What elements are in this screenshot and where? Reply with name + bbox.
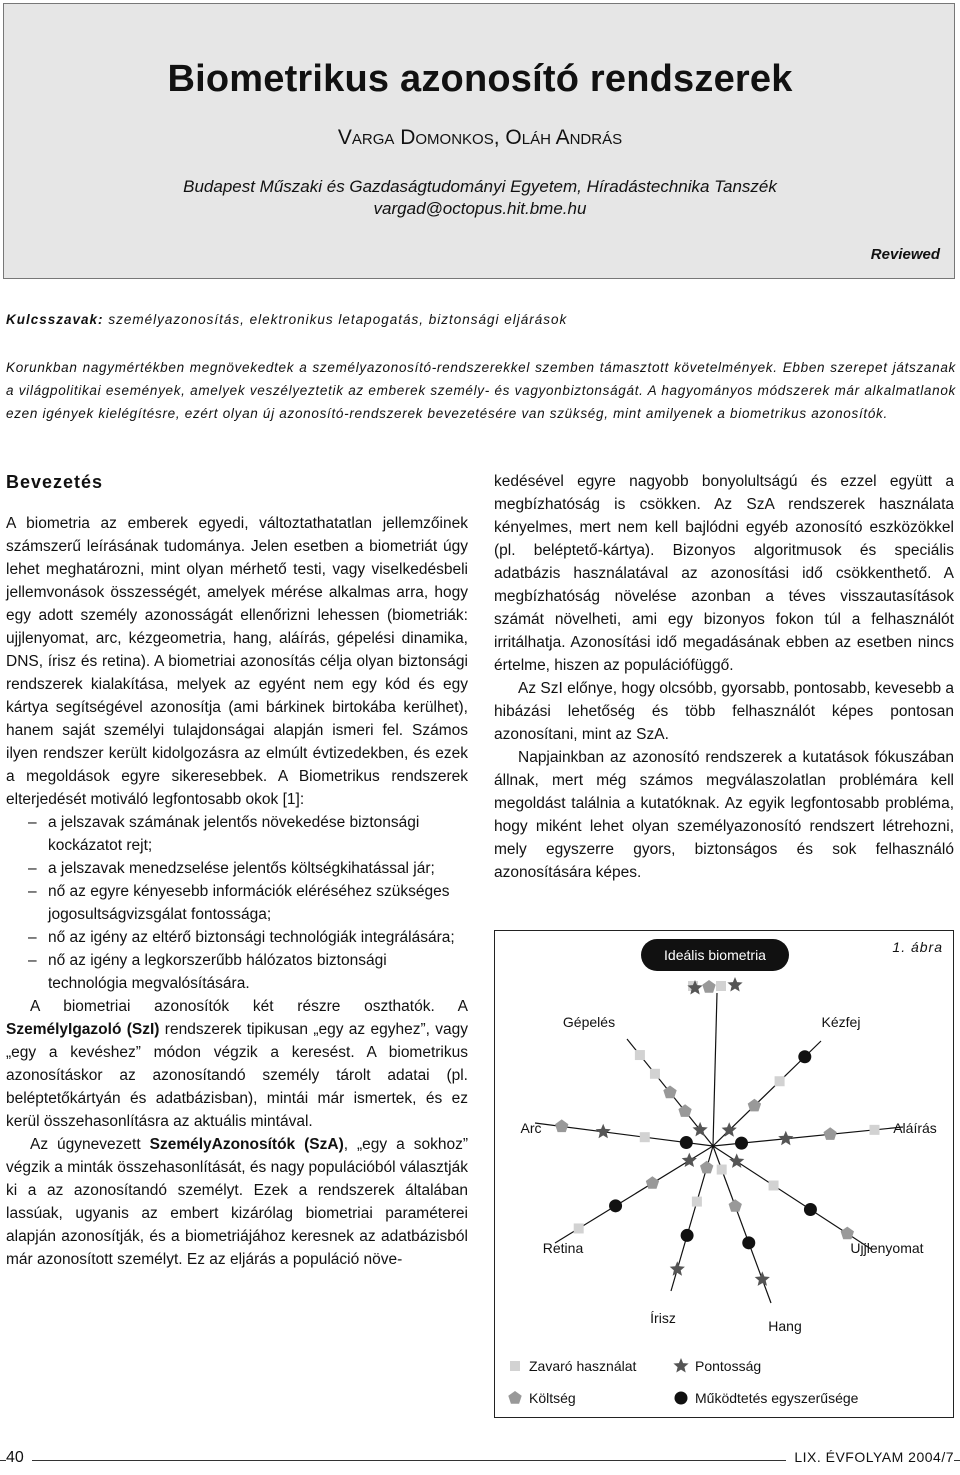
list-item-text: nő az egyre kényesebb információk eléréséhez szükséges jogosultságvizsgálat fontossága; bbox=[48, 883, 450, 923]
paragraph: Napjainkban az azonosító rendszerek a kutatások fókuszában állnak, mert még számos megválaszolatlan problémára kell megoldást találnia a kutatóknak. Az egyik legfontosabb probléma, hogy miként lehet olyan személyazonosító rendszert létrehozni, mely egyszerre gyors, biztonságos és sok felhasználó azonosítására képes. bbox=[494, 749, 954, 881]
term-sza: SzemélyAzonosítók (SzA) bbox=[149, 1136, 344, 1153]
dash: – bbox=[28, 814, 37, 831]
marker-square bbox=[692, 1197, 702, 1207]
marker-pentagon bbox=[729, 1199, 742, 1212]
list-item-text: nő az igény az eltérő biztonsági technológiák integrálására; bbox=[48, 929, 455, 946]
legend-label: Pontosság bbox=[695, 1358, 762, 1374]
marker-square bbox=[640, 1132, 650, 1142]
dash: – bbox=[28, 929, 37, 946]
text-run: , „egy a sokhoz” végzik a minták összehasonlítását, és nagy populációból választják ki a az azonosítandó személyt. Ezek a rendszerek általában lassúak, ugyanis az embert kizárólag biometriai paraméterei alapján azonosítják, és a biometriájához keresnek az adatbázisból már azonosított személyt. Ez az eljárás a populáció növe- bbox=[6, 1136, 468, 1268]
axis-label: Aláírás bbox=[893, 1120, 937, 1136]
radar-diagram bbox=[495, 931, 953, 1417]
keywords-label: Kulcsszavak: bbox=[6, 312, 104, 327]
list-item bbox=[6, 949, 468, 995]
ideal-badge-label: Ideális biometria bbox=[664, 947, 766, 963]
figure-label: 1. ábra bbox=[892, 939, 943, 955]
marker-star bbox=[729, 1153, 744, 1168]
marker-circle bbox=[742, 1236, 755, 1249]
abstract: Korunkban nagymértékben megnövekedtek a személyazonosító-rendszerekkel szemben támasztott követelmények. Ebben szerepet játszanak a világpolitikai események, amelyek veszélyeztetik az emberek személy- és vagyonbiztonságát. A hagyományos módszerek már alkalmatlanok ezen igények kielégítésre, ezért olyan új azonosító-rendszerek bevezetésére van szükség, mint amilyenek a biometrikus azonosítók. bbox=[6, 360, 956, 421]
marker-square bbox=[574, 1223, 584, 1233]
marker-star bbox=[778, 1131, 793, 1146]
section-title: Bevezetés bbox=[6, 472, 104, 492]
marker-square bbox=[650, 1069, 660, 1079]
marker-star bbox=[670, 1261, 685, 1275]
marker-circle bbox=[680, 1136, 693, 1149]
list-item-text: nő az igény a legkorszerűbb hálózatos biztonsági technológia megvalósítására. bbox=[48, 952, 387, 992]
marker-pentagon bbox=[824, 1127, 837, 1140]
email: vargad@octopus.hit.bme.hu bbox=[373, 199, 587, 218]
axis-label: Ujjlenyomat bbox=[850, 1240, 924, 1256]
marker-square bbox=[769, 1180, 779, 1190]
marker-star bbox=[755, 1271, 770, 1286]
paragraph bbox=[6, 995, 468, 1133]
legend-label: Költség bbox=[529, 1390, 576, 1406]
dash: – bbox=[28, 883, 37, 900]
axis-label: Írisz bbox=[650, 1310, 676, 1326]
reviewed-label: Reviewed bbox=[870, 246, 940, 263]
legend-marker-star bbox=[673, 1358, 688, 1373]
list-item bbox=[6, 926, 468, 949]
right-column bbox=[494, 470, 954, 884]
marker-star bbox=[596, 1124, 611, 1139]
marker-circle bbox=[609, 1199, 622, 1212]
paragraph: Az SzI előnye, hogy olcsóbb, gyorsabb, pontosabb, kevesebb a hibázási lehetőség és több felhasználót képes pontosan azonosítani, mint az SzA. bbox=[494, 680, 955, 743]
radar-spoke bbox=[713, 993, 717, 1146]
marker-circle bbox=[804, 1203, 817, 1216]
ideal-marker-pentagon bbox=[702, 980, 715, 993]
journal-info: LIX. ÉVFOLYAM 2004/7 bbox=[786, 1449, 954, 1465]
authors: Varga Domonkos, Oláh András bbox=[337, 126, 623, 149]
dash: – bbox=[28, 860, 37, 877]
paragraph: kedésével egyre nagyobb bonyolultságú és ezzel együtt a megbízhatóság is csökken. Az SzA rendszerek használata kényelmes, mert nem kell bajlódni egyéb azonosító eszközökkel (pl. beléptető-kártya). Bizonyos algoritmusok és speciális adatbázis használatával az azonosítási idő csökkenthető. A megbízhatóság növelése azonban a téves visszautasítások számát növelheti, ami egy bizonyos fokon túl a felhasználót irritálhatja. Azonosítási idő megadásának ebben az esetben nincs értelme, hiszen az populációfüggő. bbox=[494, 473, 954, 674]
list-item-text: a jelszavak menedzselése jelentős költségkihatással jár; bbox=[48, 860, 435, 877]
text-run: A biometriai azonosítók két részre oszthatók. A bbox=[30, 998, 468, 1015]
marker-pentagon bbox=[841, 1227, 854, 1240]
paragraph bbox=[6, 1133, 468, 1271]
paragraph: A biometria az emberek egyedi, változtathatatlan jellemzőinek számszerű leírásának tudománya. Jelen esetben a biometriát úgy lehet meghatározni, mint olyan mérhető testi, vagy viselkedésbeli jellemvonások összességét, amelyek mérése alkalmas arra, hogy egy adott személy azonosságát ellenőrizni lehessen (biometriák: ujjlenyomat, arc, kézgeometria, hang, aláírás, gépelési dinamika, DNS, írisz és retina). A biometriai azonosítás célja olyan biztonsági rendszerek kialakítása, melyek az egyént nem egy kód és egy kártya segítségével azonosítja (ami bárkinek birtokába kerülhet), hanem saját személyi tulajdonságai alapján ismeri fel. Számos ilyen rendszer került kidolgozásra az elmúlt évtizedekben, és ezek a megoldások egyre sikeresebbek. A Biometrikus rendszerek elterjedését motiváló legfontosabb okok [1]: bbox=[6, 515, 468, 808]
marker-circle bbox=[798, 1050, 811, 1063]
marker-pentagon bbox=[555, 1119, 568, 1132]
page-number: 40 bbox=[6, 1449, 32, 1467]
ideal-marker-square bbox=[716, 981, 726, 991]
list-item bbox=[6, 880, 468, 926]
left-column bbox=[6, 470, 468, 1271]
marker-square bbox=[870, 1125, 880, 1135]
legend-marker-circle bbox=[675, 1392, 688, 1405]
text-run: rendszerek tipikusan „egy az egyhez”, vagy „egy a kevéshez” módon végzik a keresést. A biometrikus azonosításkor az azonosítandó személy tárolt adatai (pl. beléptetőkártyán és adatbázisban), mintái már ismertek, és ez kerül összehasonlításra az aktuális mintával. bbox=[6, 1021, 469, 1130]
keywords bbox=[6, 312, 567, 327]
list-item-text: a jelszavak számának jelentős növekedése biztonsági kockázatot rejt; bbox=[48, 814, 420, 854]
marker-star bbox=[682, 1153, 697, 1167]
axis-label: Retina bbox=[542, 1240, 584, 1256]
axis-label: Kézfej bbox=[821, 1014, 861, 1030]
marker-pentagon bbox=[700, 1161, 713, 1174]
marker-square bbox=[717, 1165, 727, 1175]
keywords-text: személyazonosítás, elektronikus letapogatás, biztonsági eljárások bbox=[108, 312, 568, 327]
figure bbox=[494, 930, 954, 1418]
text-run: Az úgynevezett bbox=[30, 1136, 150, 1153]
marker-square bbox=[775, 1076, 785, 1086]
axis-label: Gépelés bbox=[562, 1014, 616, 1030]
legend-label: Működtetés egyszerűsége bbox=[695, 1390, 859, 1406]
dash: – bbox=[28, 952, 37, 969]
affiliation: Budapest Műszaki és Gazdaságtudományi Egyetem, Híradástechnika Tanszék bbox=[183, 177, 777, 196]
ideal-marker-star bbox=[727, 977, 742, 992]
list-item bbox=[6, 811, 468, 857]
paper-title: Biometrikus azonosító rendszerek bbox=[167, 58, 793, 100]
legend-marker-square bbox=[510, 1361, 520, 1371]
legend-marker-pentagon bbox=[508, 1391, 521, 1404]
marker-square bbox=[635, 1050, 645, 1060]
marker-pentagon bbox=[646, 1176, 659, 1189]
term-szi: SzemélyIgazoló (SzI) bbox=[6, 1021, 160, 1038]
marker-circle bbox=[681, 1229, 694, 1242]
marker-circle bbox=[735, 1137, 748, 1150]
axis-label: Hang bbox=[768, 1318, 802, 1334]
affiliation-block bbox=[0, 176, 960, 220]
legend-label: Zavaró használat bbox=[529, 1358, 637, 1374]
axis-label: Arc bbox=[520, 1120, 542, 1136]
list-item bbox=[6, 857, 468, 880]
